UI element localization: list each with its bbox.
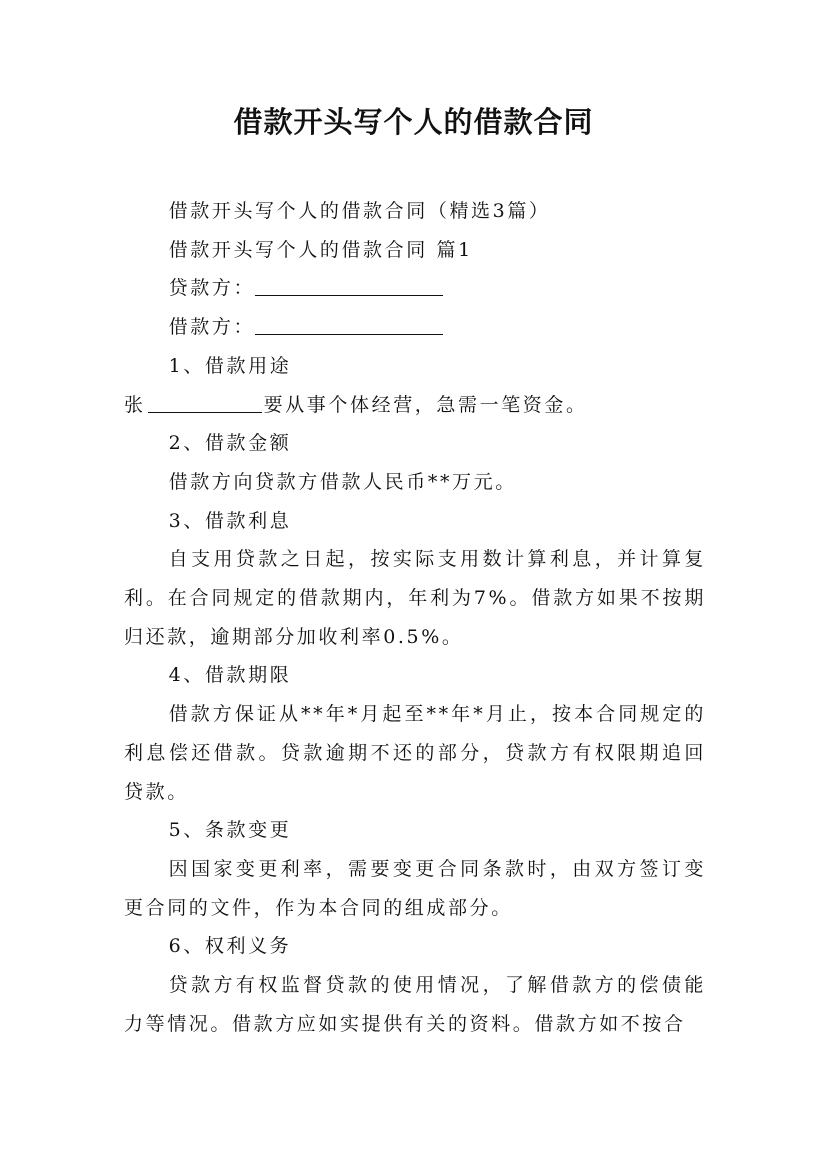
- subtitle: 借款开头写个人的借款合同（精选3篇）: [168, 200, 551, 222]
- clause-text: 自支用贷款之日起，按实际支用数计算利息，并计算复利。在合同规定的借款期内，年利为7%。借款方如果不按期归还款，逾期部分加收利率0.5%。: [124, 548, 706, 648]
- clause-text-before: 张: [124, 393, 146, 416]
- clause-text: 因国家变更利率，需要变更合同条款时，由双方签订变更合同的文件，作为本合同的组成部分。: [124, 857, 706, 919]
- clause-heading: 1、借款用途: [168, 354, 292, 377]
- clause-heading: 3、借款利息: [168, 509, 292, 532]
- clause-text: 借款方保证从**年*月起至**年*月止，按本合同规定的利息偿还借款。贷款逾期不还的部分，贷款方有权限期追回贷款。: [124, 703, 706, 803]
- clause-text: 借款方向贷款方借款人民币**万元。: [168, 470, 517, 493]
- clause-heading: 4、借款期限: [168, 664, 292, 687]
- lender-line: [124, 269, 706, 308]
- clause-text: [124, 386, 706, 425]
- borrower-blank: [255, 316, 443, 335]
- name-blank: [148, 394, 262, 413]
- borrower-label: 借款方：: [168, 316, 256, 339]
- clause-text: 贷款方有权监督贷款的使用情况，了解借款方的偿债能力等情况。借款方应如实提供有关的资料。借款方如不按合: [124, 974, 706, 1035]
- document-body: [124, 192, 706, 1043]
- clause-heading: 6、权利义务: [168, 935, 292, 958]
- clause-heading: 5、条款变更: [168, 819, 292, 842]
- clause-heading: 2、借款金额: [168, 432, 292, 455]
- lender-label: 贷款方：: [168, 277, 256, 300]
- clause-text-after: 要从事个体经营，急需一笔资金。: [263, 393, 588, 416]
- lender-blank: [255, 277, 443, 296]
- section-heading: 借款开头写个人的借款合同 篇1: [168, 238, 473, 261]
- borrower-line: [124, 308, 706, 347]
- document-title: 借款开头写个人的借款合同: [233, 105, 594, 139]
